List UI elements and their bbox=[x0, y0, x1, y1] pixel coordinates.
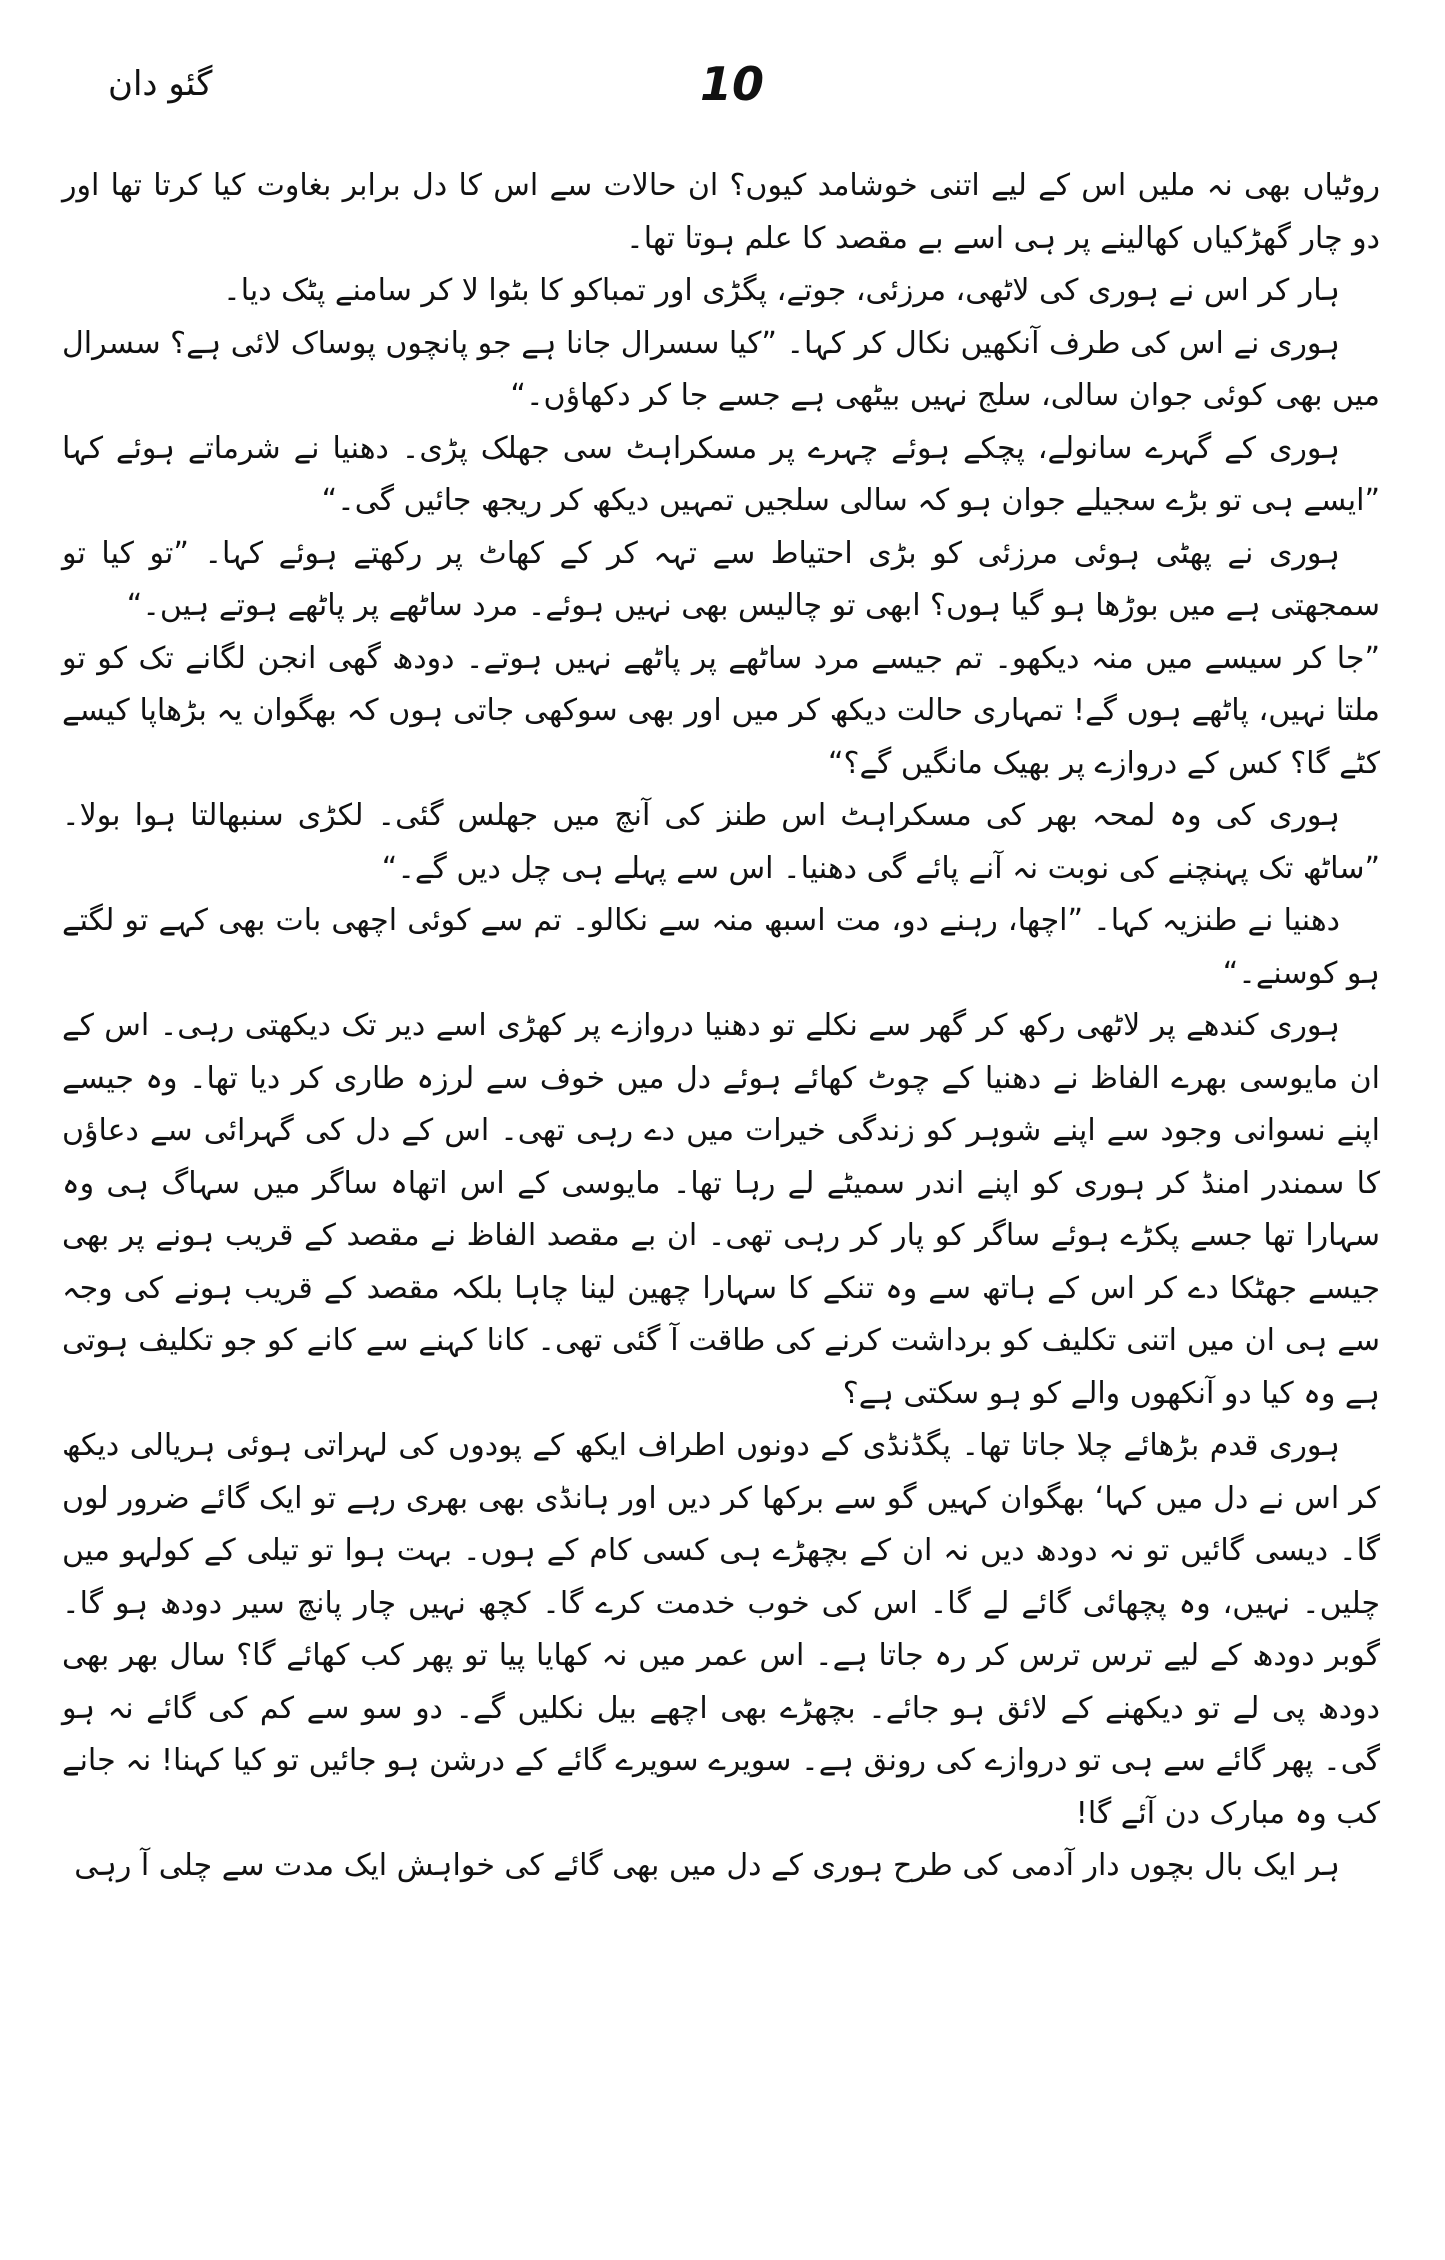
paragraph: ہوری کندھے پر لاٹھی رکھ کر گھر سے نکلے تو دھنیا دروازے پر کھڑی اسے دیر تک دیکھتی رہی۔ اس کے ان مایوسی بھرے الفاظ نے دھنیا کے چوٹ کھائے ہوئے دل میں خوف سے لرزہ طاری کر دیا تھا۔ وہ جیسے اپنے نسوانی وجود سے اپنے شوہر کو زندگی خیرات میں دے رہی تھی۔ اس کے دل کی گہرائی سے دعاؤں کا سمندر امنڈ کر ہوری کو اپنے اندر سمیٹے لے رہا تھا۔ مایوسی کے اس اتھاہ ساگر میں سہاگ ہی وہ سہارا تھا جسے پکڑے ہوئے ساگر کو پار کر رہی تھی۔ ان بے مقصد الفاظ نے مقصد کے قریب ہونے پر بھی جیسے جھٹکا دے کر اس کے ہاتھ سے وہ تنکے کا سہارا چھین لینا چاہا بلکہ مقصد کے قریب ہونے کی وجہ سے ہی ان میں اتنی تکلیف کو برداشت کرنے کی طاقت آ گئی تھی۔ کانا کہنے سے کانے کو جو تکلیف ہوتی ہے وہ کیا دو آنکھوں والے کو ہو سکتی ہے؟ bbox=[62, 1008, 1380, 1411]
page-header bbox=[0, 54, 1445, 124]
paragraph: ”جا کر سیسے میں منہ دیکھو۔ تم جیسے مرد ساٹھے پر پاٹھے نہیں ہوتے۔ دودھ گھی انجن لگانے تک کو تو ملتا نہیں، پاٹھے ہوں گے! تمہاری حالت دیکھ کر میں اور بھی سوکھی جاتی ہوں کہ بھگوان یہ بڑھاپا کیسے کٹے گا؟ کس کے دروازے پر بھیک مانگیں گے؟“ bbox=[62, 640, 1380, 781]
paragraph: ہوری قدم بڑھائے چلا جاتا تھا۔ پگڈنڈی کے دونوں اطراف ایکھ کے پودوں کی لہراتی ہوئی ہریالی دیکھ کر اس نے دل میں کہا‘ بھگوان کہیں گو سے برکھا کر دیں اور ہانڈی بھی بھری رہے تو ایک گائے ضرور لوں گا۔ دیسی گائیں تو نہ دودھ دیں نہ ان کے بچھڑے ہی کسی کام کے ہوں۔ بہت ہوا تو تیلی کے کولہو میں چلیں۔ نہیں، وہ پچھائی گائے لے گا۔ اس کی خوب خدمت کرے گا۔ کچھ نہیں چار پانچ سیر دودھ ہو گا۔ گوبر دودھ کے لیے ترس ترس کر رہ جاتا ہے۔ اس عمر میں نہ کھایا پیا تو پھر کب کھائے گا؟ سال بھر بھی دودھ پی لے تو دیکھنے کے لائق ہو جائے۔ بچھڑے بھی اچھے بیل نکلیں گے۔ دو سو سے کم کی گائے نہ ہو گی۔ پھر گائے سے ہی تو دروازے کی رونق ہے۔ سویرے سویرے گائے کے درشن ہو جائیں تو کیا کہنا! نہ جانے کب وہ مبارک دن آئے گا! bbox=[62, 1428, 1380, 1831]
body-text bbox=[62, 160, 1380, 1893]
paragraph: دھنیا نے طنزیہ کہا۔ ”اچھا، رہنے دو، مت اسبھ منہ سے نکالو۔ تم سے کوئی اچھی بات بھی کہے تو لگتے ہو کوسنے۔“ bbox=[62, 903, 1380, 991]
paragraph: ہوری کی وہ لمحہ بھر کی مسکراہٹ اس طنز کی آنچ میں جھلس گئی۔ لکڑی سنبھالتا ہوا بولا۔ ”ساٹھ تک پہنچنے کی نوبت نہ آنے پائے گی دھنیا۔ اس سے پہلے ہی چل دیں گے۔“ bbox=[62, 798, 1380, 886]
running-title: گئو دان bbox=[108, 64, 213, 104]
paragraph: ہر ایک بال بچوں دار آدمی کی طرح ہوری کے دل میں بھی گائے کی خواہش ایک مدت سے چلی آ رہی bbox=[74, 1848, 1340, 1883]
page-number: 10 bbox=[700, 57, 765, 111]
paragraph: ہوری نے پھٹی ہوئی مرزئی کو بڑی احتیاط سے تہہ کر کے کھاٹ پر رکھتے ہوئے کہا۔ ”تو کیا تو سمجھتی ہے میں بوڑھا ہو گیا ہوں؟ ابھی تو چالیس بھی نہیں ہوئے۔ مرد ساٹھے پر پاٹھے ہوتے ہیں۔“ bbox=[62, 535, 1380, 623]
paragraph: ہار کر اس نے ہوری کی لاٹھی، مرزئی، جوتے، پگڑی اور تمباکو کا بٹوا لا کر سامنے پٹک دیا۔ bbox=[223, 273, 1340, 308]
paragraph: ہوری کے گہرے سانولے، پچکے ہوئے چہرے پر مسکراہٹ سی جھلک پڑی۔ دھنیا نے شرماتے ہوئے کہا ”ایسے ہی تو بڑے سجیلے جوان ہو کہ سالی سلجیں تمہیں دیکھ کر ریجھ جائیں گی۔“ bbox=[62, 430, 1380, 518]
paragraph: روٹیاں بھی نہ ملیں اس کے لیے اتنی خوشامد کیوں؟ ان حالات سے اس کا دل برابر بغاوت کیا کرتا تھا اور دو چار گھڑکیاں کھالینے پر ہی اسے بے مقصد کا علم ہوتا تھا۔ bbox=[62, 168, 1380, 256]
paragraph: ہوری نے اس کی طرف آنکھیں نکال کر کہا۔ ”کیا سسرال جانا ہے جو پانچوں پوساک لائی ہے؟ سسرال میں بھی کوئی جوان سالی، سلج نہیں بیٹھی ہے جسے جا کر دکھاؤں۔“ bbox=[62, 325, 1380, 413]
